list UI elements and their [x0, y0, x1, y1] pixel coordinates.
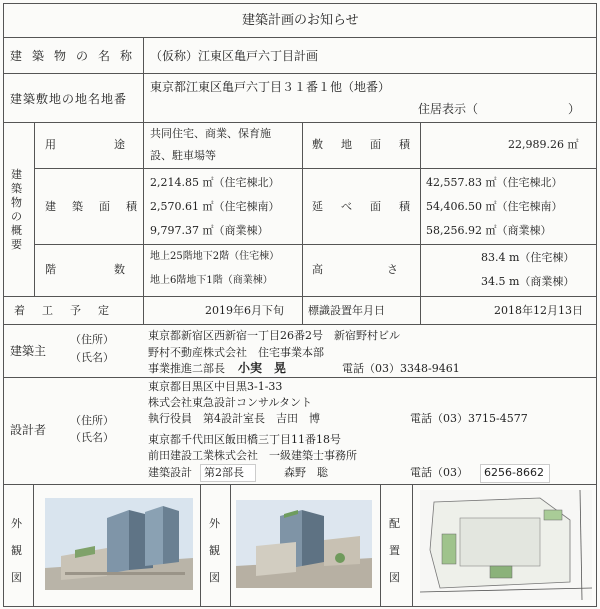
height-commercial: 34.5 m（商業棟）: [481, 275, 575, 288]
building-area-commercial: 9,797.37 ㎡（商業棟）: [150, 224, 269, 237]
address-label: 住居表示（: [418, 102, 479, 116]
designer-company-2: 前田建設工業株式会社 一級建築士事務所: [148, 449, 357, 462]
start-value: 2019年6月下旬: [205, 304, 284, 317]
building-area-label: 建築面積: [45, 200, 153, 213]
owner-company: 野村不動産株式会社 住宅事業本部: [148, 346, 324, 359]
use-label: 用途: [45, 138, 183, 151]
floors-residential: 地上25階地下2階（住宅棟）: [150, 251, 280, 262]
height-label: 高さ: [312, 263, 462, 276]
owner-tel: 電話（03）3348-9461: [342, 362, 460, 375]
exterior-rendering-1: [45, 498, 193, 590]
designer-company-1: 株式会社東急設計コンサルタント: [148, 396, 313, 409]
owner-dept: 事業推進二部長: [148, 362, 225, 375]
exterior-2-char-3: 図: [209, 571, 220, 584]
floor-area-south: 54,406.50 ㎡（住宅棟南）: [426, 200, 563, 213]
owner-address: 東京都新宿区西新宿一丁目26番2号 新宿野村ビル: [148, 329, 400, 342]
floor-area-north: 42,557.83 ㎡（住宅棟北）: [426, 176, 563, 189]
designer-person-2: 森野 聡: [284, 466, 328, 479]
building-area-north: 2,214.85 ㎡（住宅棟北）: [150, 176, 280, 189]
designer-dept-2: 建築設計: [148, 466, 192, 479]
designer-sub-address: （住所）: [70, 414, 114, 427]
building-area-south: 2,570.61 ㎡（住宅棟南）: [150, 200, 280, 213]
exterior-rendering-2: [236, 500, 372, 588]
site-layout-plan: [420, 490, 592, 600]
designer-tel-2-num: 6256-8662: [484, 466, 544, 479]
address-close: ）: [568, 102, 581, 116]
designer-address-1: 東京都目黒区中目黒3-1-33: [148, 380, 283, 393]
floor-area-commercial: 58,256.92 ㎡（商業棟）: [426, 224, 552, 237]
designer-tel-1: 電話（03）3715-4577: [410, 412, 528, 425]
site-area-label: 敷地面積: [312, 138, 428, 151]
exterior-2-char-1: 外: [209, 517, 220, 530]
site-lot-label: 建築敷地の地名地番: [10, 92, 128, 106]
owner-person: 小実 晃: [238, 361, 287, 375]
use-value-line2: 設、駐車場等: [150, 149, 216, 162]
designer-person-1: 執行役員 第4設計室長 吉田 博: [148, 412, 320, 425]
exterior-1-char-2: 観: [11, 544, 22, 557]
owner-sub-address: （住所）: [70, 333, 114, 346]
designer-address-2: 東京都千代田区飯田橋三丁目11番18号: [148, 433, 341, 446]
sign-date-value: 2018年12月13日: [494, 304, 583, 317]
exterior-1-char-3: 図: [11, 571, 22, 584]
exterior-2-char-2: 観: [209, 544, 220, 557]
layout-char-1: 配: [389, 517, 400, 530]
building-name-label: 建築物の名称: [10, 49, 143, 63]
overview-group-label: 建築物の概要: [11, 168, 22, 251]
designer-dept-2-patch: 第2部長: [204, 466, 244, 479]
use-value-line1: 共同住宅、商業、保育施: [150, 127, 271, 140]
notice-title: 建築計画のお知らせ: [242, 13, 359, 28]
site-lot-value: 東京都江東区亀戸六丁目３１番１他（地番）: [150, 80, 391, 94]
height-residential: 83.4 m（住宅棟）: [481, 251, 575, 264]
layout-char-2: 置: [389, 544, 400, 557]
floor-area-label: 延べ面積: [312, 200, 428, 213]
start-label: 着工予定: [14, 304, 126, 317]
designer-sub-name: （氏名）: [70, 431, 114, 444]
designer-tel-2: 電話（03）: [410, 466, 468, 479]
building-name-value: （仮称）江東区亀戸六丁目計画: [150, 49, 319, 63]
layout-char-3: 図: [389, 571, 400, 584]
designer-label: 設計者: [10, 423, 47, 437]
exterior-1-char-1: 外: [11, 517, 22, 530]
floors-commercial: 地上6階地下1階（商業棟）: [150, 275, 273, 286]
owner-label: 建築主: [10, 344, 47, 358]
owner-sub-name: （氏名）: [70, 351, 114, 364]
floors-label: 階数: [45, 263, 183, 276]
site-area-value: 22,989.26 ㎡: [508, 138, 579, 151]
sign-date-label: 標識設置年月日: [308, 304, 385, 317]
